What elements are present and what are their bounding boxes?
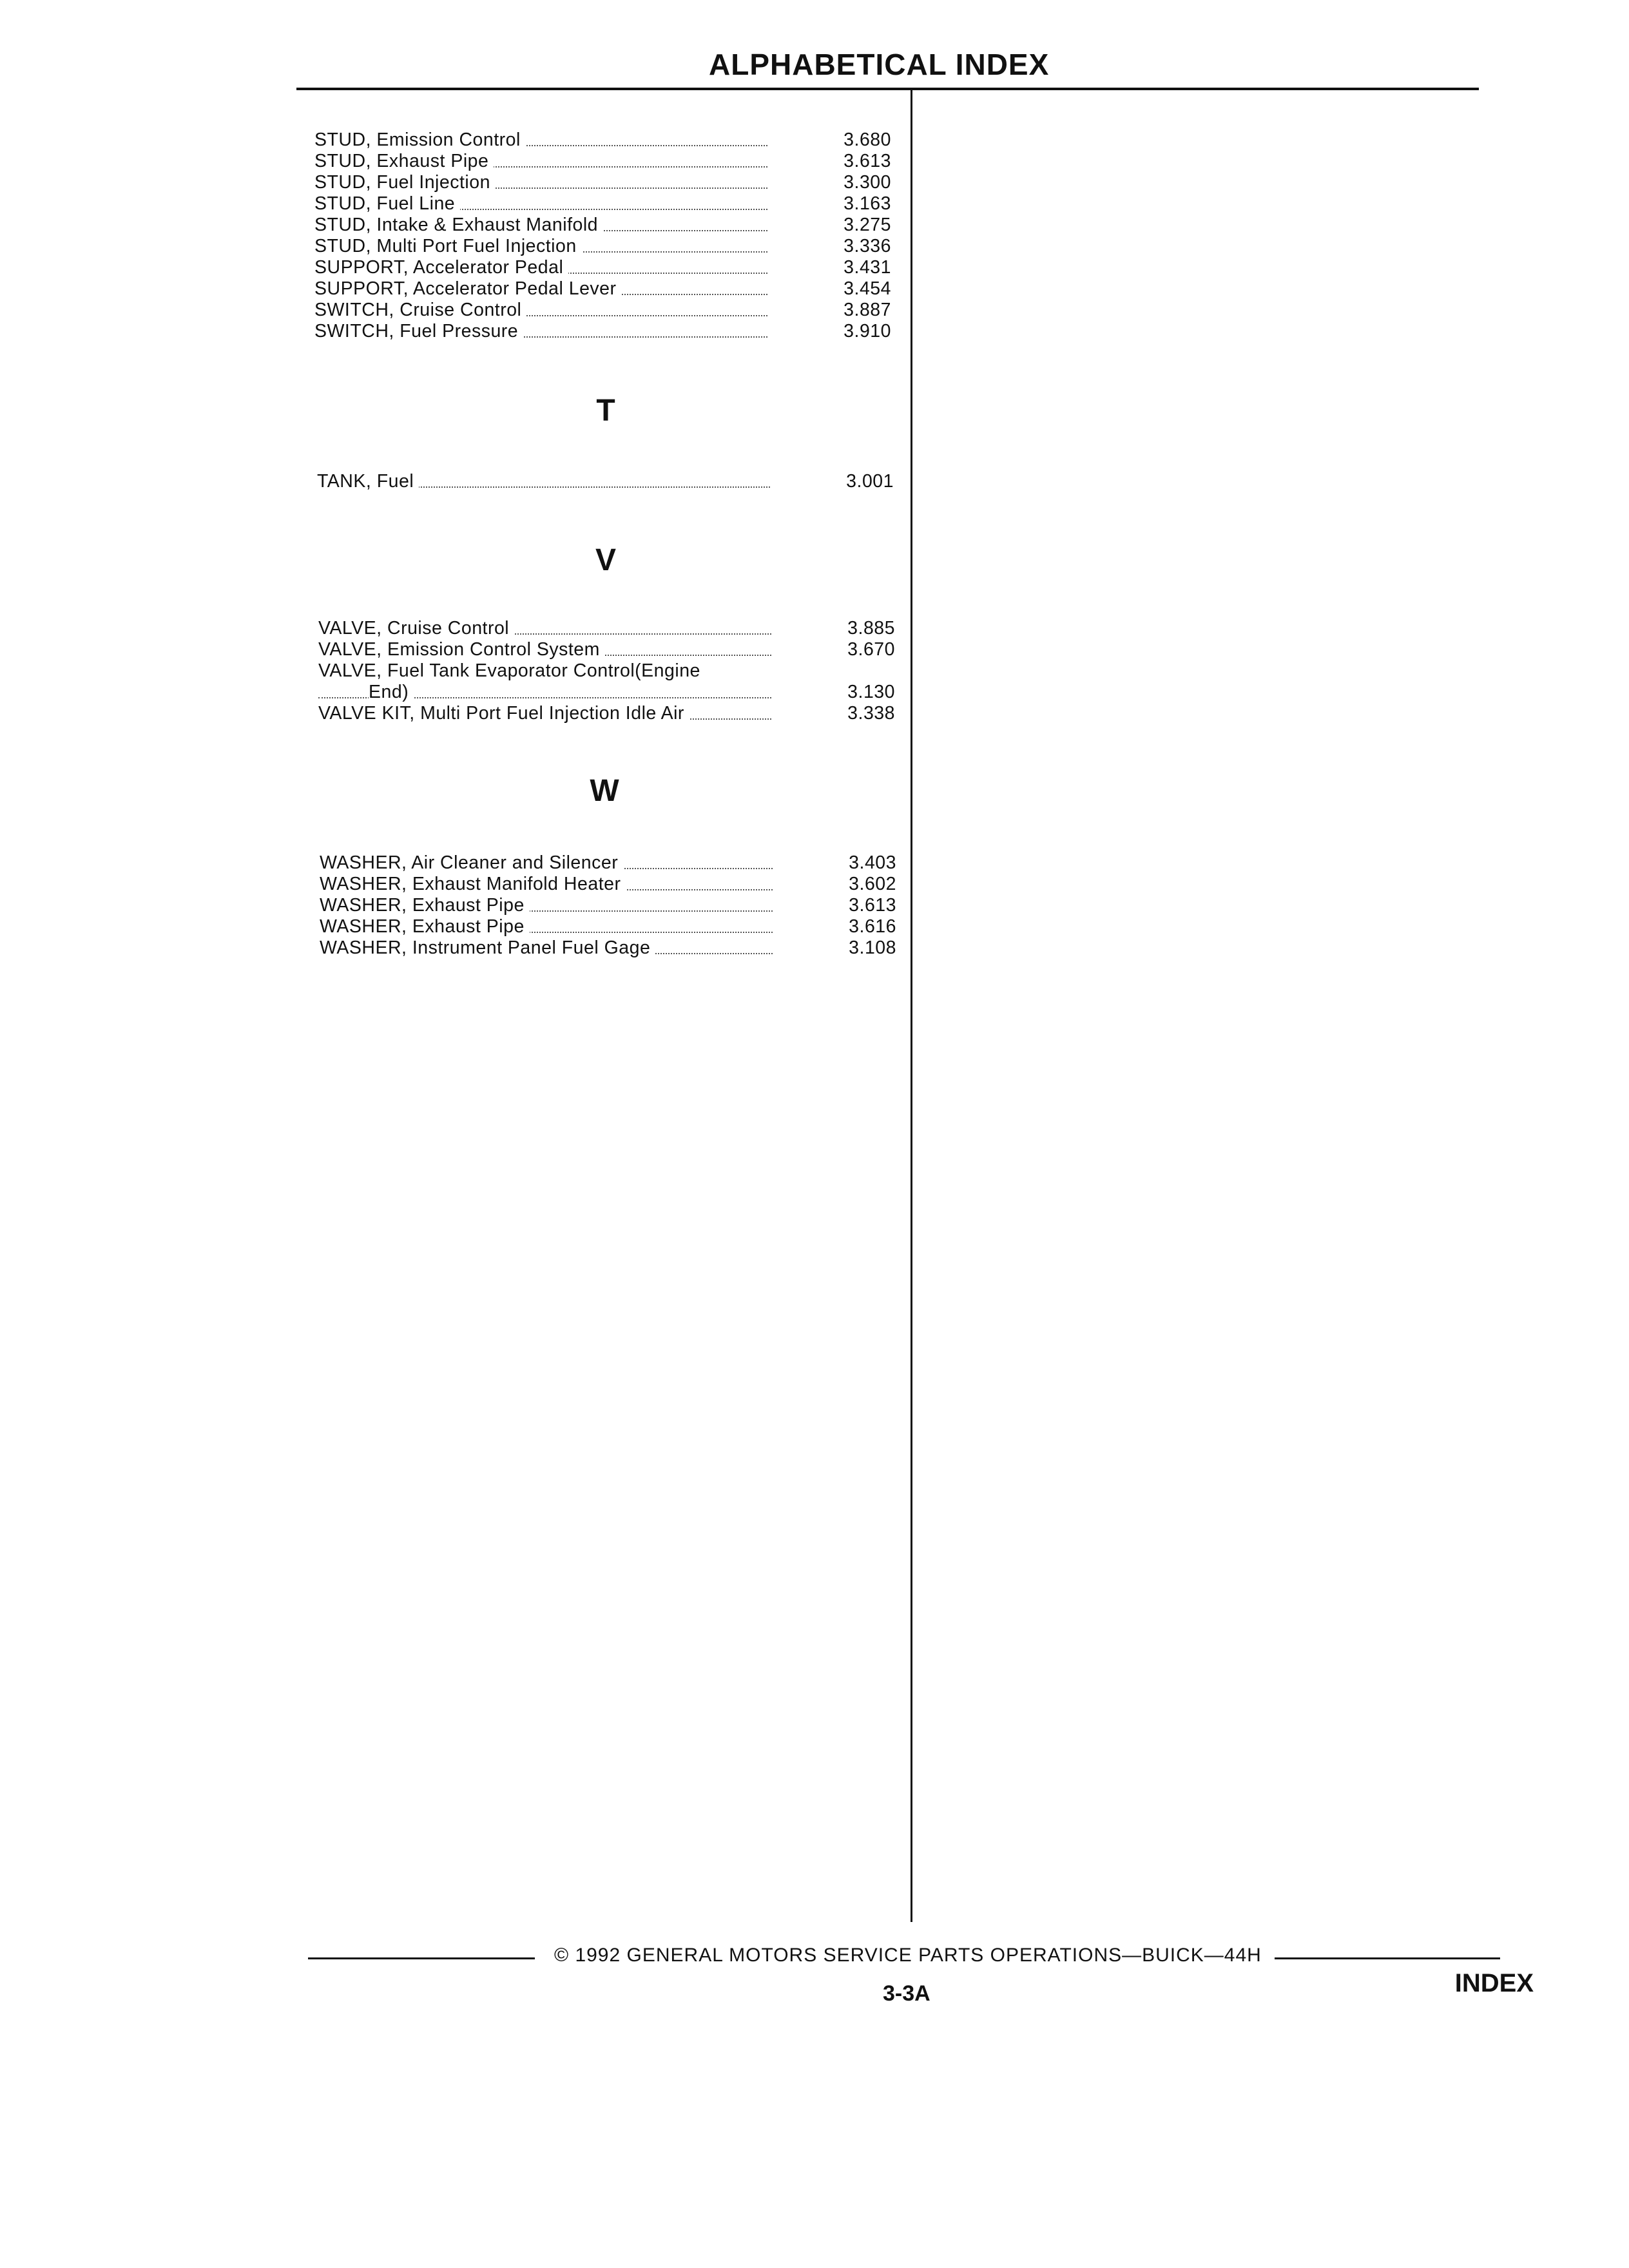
index-entry [318, 617, 895, 639]
section-letter-v: V [595, 543, 616, 577]
entry-label: WASHER, Air Cleaner and Silencer [320, 852, 623, 874]
page-number: 3-3A [883, 1981, 930, 2006]
entry-label: STUD, Fuel Injection [314, 171, 496, 193]
entry-page: 3.910 [843, 321, 891, 341]
entry-page: 3.613 [849, 895, 896, 916]
entry-label: STUD, Intake & Exhaust Manifold [314, 214, 603, 236]
footer-rule-left [308, 1957, 535, 1959]
entry-page: 3.275 [843, 215, 891, 235]
footer-copyright: © 1992 GENERAL MOTORS SERVICE PARTS OPERATIONS—BUICK—44H [554, 1945, 1262, 1966]
entry-page: 3.108 [849, 937, 896, 958]
entry-label: VALVE KIT, Multi Port Fuel Injection Idle Air [318, 702, 689, 724]
index-entry [318, 660, 895, 682]
entry-page: 3.454 [843, 278, 891, 299]
section-letter-t: T [596, 394, 615, 428]
column-divider [911, 89, 912, 1922]
index-entry [314, 214, 891, 236]
entry-label: STUD, Exhaust Pipe [314, 150, 494, 172]
index-entry [320, 937, 896, 959]
entry-page: 3.602 [849, 874, 896, 894]
entry-label: End) [369, 681, 414, 703]
index-entry [320, 873, 896, 895]
index-entry [314, 278, 891, 300]
entry-page: 3.403 [849, 852, 896, 873]
entry-page: 3.431 [843, 257, 891, 278]
index-entry [318, 639, 895, 660]
section-letter-w: W [590, 774, 619, 808]
index-entry [314, 235, 891, 257]
entry-page: 3.616 [849, 916, 896, 937]
entry-page: 3.887 [843, 300, 891, 320]
page-title: ALPHABETICAL INDEX [709, 48, 1050, 81]
entry-page: 3.300 [843, 172, 891, 193]
entry-label: WASHER, Instrument Panel Fuel Gage [320, 937, 655, 959]
index-entry [314, 193, 891, 215]
entry-label: STUD, Multi Port Fuel Injection [314, 235, 582, 257]
entry-label: WASHER, Exhaust Pipe [320, 894, 530, 916]
index-entry [318, 681, 895, 703]
entry-page: 3.338 [847, 703, 895, 724]
entry-label: SWITCH, Cruise Control [314, 299, 526, 321]
entry-page: 3.670 [847, 639, 895, 660]
entry-page: 3.001 [846, 471, 894, 492]
entry-page: 3.163 [843, 193, 891, 214]
entry-label: STUD, Fuel Line [314, 193, 460, 215]
index-column [0, 0, 910, 1997]
entry-label: SUPPORT, Accelerator Pedal [314, 256, 568, 278]
index-entry [314, 150, 891, 172]
footer-section-label: INDEX [1454, 1969, 1534, 1997]
footer-rule-right [1275, 1957, 1500, 1959]
entry-label: WASHER, Exhaust Manifold Heater [320, 873, 626, 895]
entry-label: SUPPORT, Accelerator Pedal Lever [314, 278, 622, 300]
index-entry [320, 916, 896, 937]
index-entry [314, 171, 891, 193]
index-entry [318, 702, 895, 724]
index-entry [320, 894, 896, 916]
entry-page: 3.336 [843, 236, 891, 256]
index-entry [314, 299, 891, 321]
entry-label: SWITCH, Fuel Pressure [314, 320, 523, 342]
index-entry [317, 470, 894, 492]
entry-page: 3.613 [843, 151, 891, 171]
entry-page: 3.885 [847, 618, 895, 639]
entry-label: STUD, Emission Control [314, 129, 526, 151]
entry-label: TANK, Fuel [317, 470, 419, 492]
index-entry [320, 852, 896, 874]
index-entry [314, 320, 891, 342]
entry-page: 3.130 [847, 682, 895, 702]
index-entry [314, 129, 891, 151]
entry-page: 3.680 [843, 130, 891, 150]
entry-label: VALVE, Cruise Control [318, 617, 514, 639]
index-entry [314, 256, 891, 278]
entry-label: VALVE, Fuel Tank Evaporator Control(Engine [318, 660, 706, 682]
entry-label: WASHER, Exhaust Pipe [320, 916, 530, 937]
entry-label: VALVE, Emission Control System [318, 639, 605, 660]
